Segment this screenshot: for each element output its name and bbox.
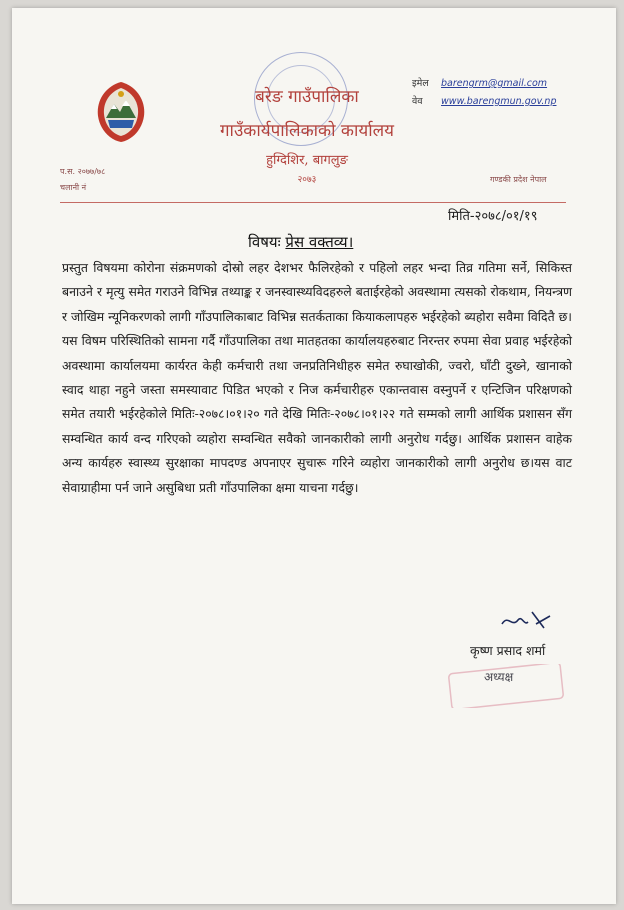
reference-number: प.स. २०७७/७८ xyxy=(60,167,106,176)
website-link[interactable]: www.barengmun.gov.np xyxy=(441,96,557,107)
letter-page xyxy=(12,8,616,904)
subject-text: प्रेस वक्तव्य। xyxy=(285,233,354,251)
body-paragraph: प्रस्तुत विषयमा कोरोना संक्रमणको दोस्रो लहर देशभर फैलिरहेको र पहिलो लहर भन्दा तिव्र गतिमा सर्ने, सिकिस्त बनाउने र मृत्यु समेत गराउने विभिन्न तथ्याङ्क र जनस्वास्थ्यविदहरुले बताईरहेको अवस्थामा त्यसको रोकथाम, नियन्त्रण र जोखिम न्यूनिकरणको लागी गाँउपालिकाबाट विभिन्न सतर्कताका कियाकलापहरु भईरहेको ब्यहोरा सवैमा विदितै छ। यस विषम परिस्थितिको सामना गर्दै गाँउपालिका तथा मातहतका कार्यालयहरुबाट निरन्तर रुपमा सेवा प्रवाह भईरहेको अवस्थामा कार्यालयमा कार्यरत केही कर्मचारी तथा जनप्रतिनिधीहरु समेत रुघाखोकी, ज्वरो, घाँटी दुख्ने, खानाको स्वाद थाहा नहुने जस्ता समस्यावाट पिडित भएको र निज कर्मचारीहरु एकान्तवास वस्नुपर्ने र एन्टिजिन परिक्षणको समेत तयारी भईरहेकोले मितिः-२०७८।०१।२० गते देखि मितिः-२०७८।०१।२२ गते सम्मको लागी आर्थिक प्रशासन सँग सम्वन्धित कार्य वन्द गरिएको व्यहोरा सम्वन्धित सवैको जानकारीको लागी अनुरोध गर्दछु। आर्थिक प्रशासन वाहेक अन्य कार्यहरु स्वास्थ्य सुरक्षाका मापदण्ड अपनाएर सुचारू गरिने व्यहोरा जानकारीको लागी अनुरोध छ।यस वाट सेवाग्राहीमा पर्न जाने असुबिधा प्रती गाँउपालिका क्षमा याचना गर्दछु। xyxy=(62,260,572,495)
signer-designation: अध्यक्ष xyxy=(484,670,514,684)
letterhead-divider xyxy=(60,202,566,203)
office-name: गाउँकार्यपालिकाको कार्यालय xyxy=(219,121,395,141)
subject-line xyxy=(248,232,353,252)
letter-date: मिति-२०७८/०१/१९ xyxy=(448,209,538,224)
signer-name: कृष्ण प्रसाद शर्मा xyxy=(470,643,546,658)
web-label: वेव xyxy=(412,96,423,107)
email-link[interactable]: barengrm@gmail.com xyxy=(441,78,548,89)
letter-body xyxy=(62,256,572,500)
signature-icon xyxy=(498,606,558,634)
contact-info xyxy=(412,76,556,112)
province-name: गण्डकी प्रदेश नेपाल xyxy=(490,175,547,184)
office-address: हुग्दिशिर, बागलुङ xyxy=(266,153,348,168)
reference-block xyxy=(60,166,105,198)
established-year: २०७३ xyxy=(297,175,317,185)
dispatch-number: चलानी नं xyxy=(60,183,87,192)
organization-name: बरेङ गाउँपालिका xyxy=(255,87,359,107)
email-label: इमेल xyxy=(412,78,429,89)
government-emblem-icon xyxy=(92,80,150,144)
subject-label: विषयः xyxy=(248,233,281,251)
